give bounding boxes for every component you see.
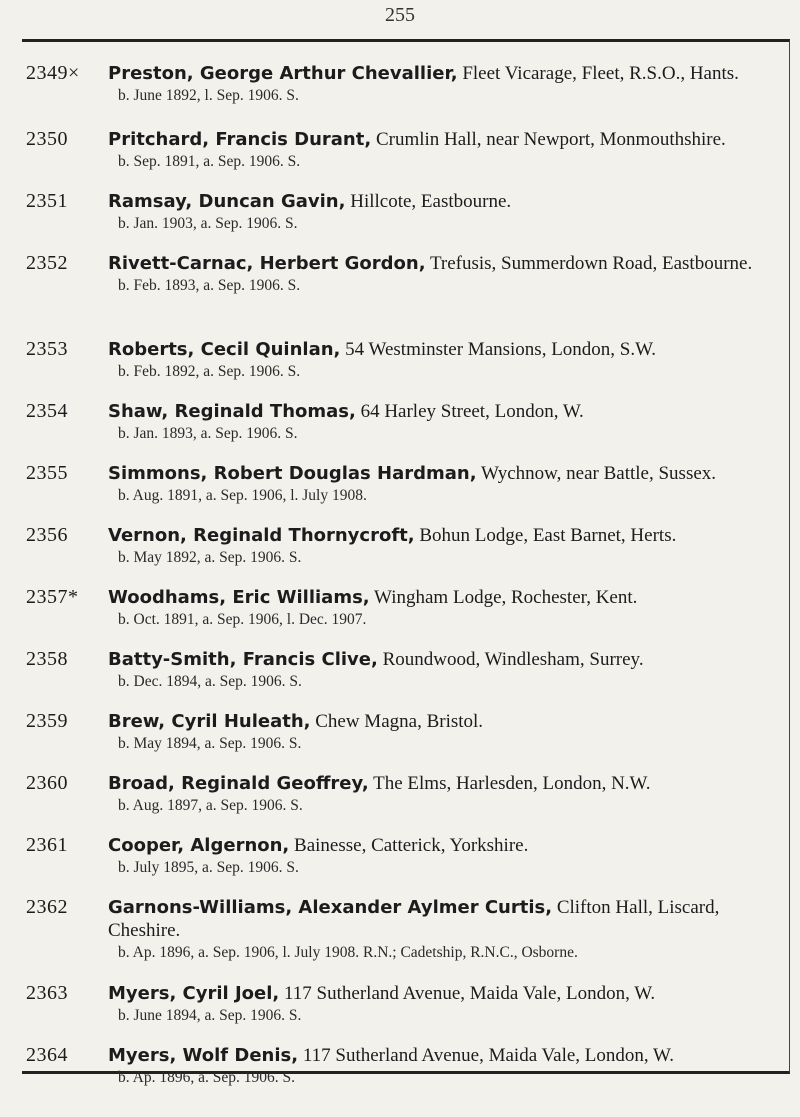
- register-entry: [26, 462, 786, 507]
- entry-heading: [108, 400, 776, 423]
- entry-address: 64 Harley Street, London, W.: [355, 401, 584, 422]
- entry-number: [26, 400, 106, 423]
- entry-address: Clifton Hall, Liscard, Cheshire.: [108, 897, 720, 941]
- entry-heading: [108, 524, 776, 547]
- entry-number-value: 2355: [26, 462, 68, 484]
- entry-name: Shaw, Reginald Thomas,: [108, 401, 356, 422]
- entry-number: [26, 896, 106, 919]
- entry-number-value: 2349: [26, 62, 68, 84]
- entry-name: Ramsay, Duncan Gavin,: [108, 191, 346, 212]
- page-number: 255: [385, 4, 415, 26]
- entry-number: [26, 982, 106, 1005]
- entry-detail: b. May 1894, a. Sep. 1906. S.: [118, 735, 302, 752]
- entry-number: [26, 1044, 106, 1067]
- entry-heading: [108, 462, 776, 485]
- register-entry: [26, 62, 786, 107]
- entry-name: Broad, Reginald Geoffrey,: [108, 773, 369, 794]
- entry-name: Roberts, Cecil Quinlan,: [108, 339, 341, 360]
- entry-number-value: 2352: [26, 252, 68, 274]
- entry-heading: [108, 252, 776, 275]
- register-entry: [26, 128, 786, 173]
- entry-detail: b. May 1892, a. Sep. 1906. S.: [118, 549, 302, 566]
- entry-detail: b. June 1894, a. Sep. 1906. S.: [118, 1007, 302, 1024]
- entry-address: 117 Sutherland Avenue, Maida Vale, London, W.: [298, 1045, 674, 1066]
- entry-number-value: 2351: [26, 190, 68, 212]
- entry-number-value: 2356: [26, 524, 68, 546]
- entry-number-value: 2353: [26, 338, 68, 360]
- entry-name: Batty-Smith, Francis Clive,: [108, 649, 378, 670]
- entry-heading: [108, 772, 776, 795]
- entry-detail: b. Aug. 1891, a. Sep. 1906, l. July 1908.: [118, 487, 367, 504]
- entry-address: Wychnow, near Battle, Sussex.: [476, 463, 717, 484]
- entry-heading: [108, 190, 776, 213]
- entry-address: Hillcote, Eastbourne.: [345, 191, 512, 212]
- entry-number: [26, 586, 106, 609]
- register-entry: [26, 982, 786, 1027]
- entry-name: Simmons, Robert Douglas Hardman,: [108, 463, 477, 484]
- entry-address: Bohun Lodge, East Barnet, Herts.: [414, 525, 677, 546]
- entry-name: Rivett-Carnac, Herbert Gordon,: [108, 253, 426, 274]
- entry-mark: *: [68, 586, 79, 608]
- entry-address: Roundwood, Windlesham, Surrey.: [377, 649, 644, 670]
- entry-name: Cooper, Algernon,: [108, 835, 290, 856]
- entry-number: [26, 834, 106, 857]
- entry-name: Woodhams, Eric Williams,: [108, 587, 370, 608]
- entry-address: Bainesse, Catterick, Yorkshire.: [289, 835, 529, 856]
- entry-detail: b. Jan. 1893, a. Sep. 1906. S.: [118, 425, 298, 442]
- register-entry: [26, 586, 786, 631]
- entry-heading: [108, 338, 776, 361]
- entry-name: Garnons-Williams, Alexander Aylmer Curtis,: [108, 897, 553, 918]
- entry-address: Trefusis, Summerdown Road, Eastbourne.: [425, 253, 753, 274]
- entry-address: Crumlin Hall, near Newport, Monmouthshire.: [371, 129, 726, 150]
- entry-mark: ×: [68, 62, 80, 84]
- register-entry: [26, 190, 786, 235]
- entry-number: [26, 524, 106, 547]
- entry-name: Myers, Cyril Joel,: [108, 983, 280, 1004]
- entry-detail: b. Sep. 1891, a. Sep. 1906. S.: [118, 153, 301, 170]
- entry-number: [26, 710, 106, 733]
- entry-detail: b. Ap. 1896, a. Sep. 1906. S.: [118, 1069, 295, 1086]
- entry-address: The Elms, Harlesden, London, N.W.: [368, 773, 651, 794]
- entry-detail: b. Dec. 1894, a. Sep. 1906. S.: [118, 673, 302, 690]
- entry-detail: b. July 1895, a. Sep. 1906. S.: [118, 859, 299, 876]
- entry-number-value: 2354: [26, 400, 68, 422]
- entry-heading: [108, 128, 776, 151]
- entry-detail: b. Ap. 1896, a. Sep. 1906, l. July 1908. R.N.; Cadetship, R.N.C., Osborne.: [118, 944, 578, 961]
- entry-number-value: 2357: [26, 586, 68, 608]
- entry-name: Myers, Wolf Denis,: [108, 1045, 299, 1066]
- entry-number-value: 2360: [26, 772, 68, 794]
- entry-number-value: 2359: [26, 710, 68, 732]
- entry-address: Chew Magna, Bristol.: [310, 711, 484, 732]
- register-entry: [26, 400, 786, 445]
- entry-detail: b. Jan. 1903, a. Sep. 1906. S.: [118, 215, 298, 232]
- entry-detail: b. June 1892, l. Sep. 1906. S.: [118, 87, 299, 104]
- entry-number-value: 2362: [26, 896, 68, 918]
- entry-detail: b. Oct. 1891, a. Sep. 1906, l. Dec. 1907.: [118, 611, 367, 628]
- register-entry: [26, 896, 786, 964]
- entry-number: [26, 190, 106, 213]
- entry-number: [26, 648, 106, 671]
- entry-detail: b. Aug. 1897, a. Sep. 1906. S.: [118, 797, 303, 814]
- register-entry: [26, 710, 786, 755]
- entry-number: [26, 252, 106, 275]
- register-entry: [26, 834, 786, 879]
- entry-name: Brew, Cyril Huleath,: [108, 711, 311, 732]
- register-entry: [26, 1044, 786, 1089]
- entry-address: Fleet Vicarage, Fleet, R.S.O., Hants.: [457, 63, 739, 84]
- entry-heading: [108, 982, 776, 1005]
- entry-address: Wingham Lodge, Rochester, Kent.: [369, 587, 638, 608]
- entry-number: [26, 338, 106, 361]
- register-entry: [26, 252, 786, 297]
- entry-name: Pritchard, Francis Durant,: [108, 129, 372, 150]
- entry-address: 117 Sutherland Avenue, Maida Vale, London, W.: [279, 983, 656, 1004]
- entry-number-value: 2361: [26, 834, 68, 856]
- entry-number: [26, 128, 106, 151]
- register-entry: [26, 338, 786, 383]
- entry-name: Preston, George Arthur Chevallier,: [108, 63, 458, 84]
- entry-heading: [108, 62, 776, 85]
- entry-number: [26, 462, 106, 485]
- entry-number-value: 2350: [26, 128, 68, 150]
- entry-name: Vernon, Reginald Thornycroft,: [108, 525, 415, 546]
- register-entry: [26, 524, 786, 569]
- entry-detail: b. Feb. 1892, a. Sep. 1906. S.: [118, 363, 301, 380]
- entry-heading: [108, 1044, 776, 1067]
- entry-number: [26, 772, 106, 795]
- entry-number-value: 2363: [26, 982, 68, 1004]
- entry-number: [26, 62, 106, 85]
- entry-heading: [108, 648, 776, 671]
- entry-heading: [108, 834, 776, 857]
- entry-number-value: 2358: [26, 648, 68, 670]
- entry-heading: [108, 586, 776, 609]
- register-entry: [26, 648, 786, 693]
- entry-detail: b. Feb. 1893, a. Sep. 1906. S.: [118, 277, 301, 294]
- entry-heading: [108, 896, 776, 942]
- entry-number-value: 2364: [26, 1044, 68, 1066]
- register-entry: [26, 772, 786, 817]
- entry-heading: [108, 710, 776, 733]
- entry-address: 54 Westminster Mansions, London, S.W.: [340, 339, 657, 360]
